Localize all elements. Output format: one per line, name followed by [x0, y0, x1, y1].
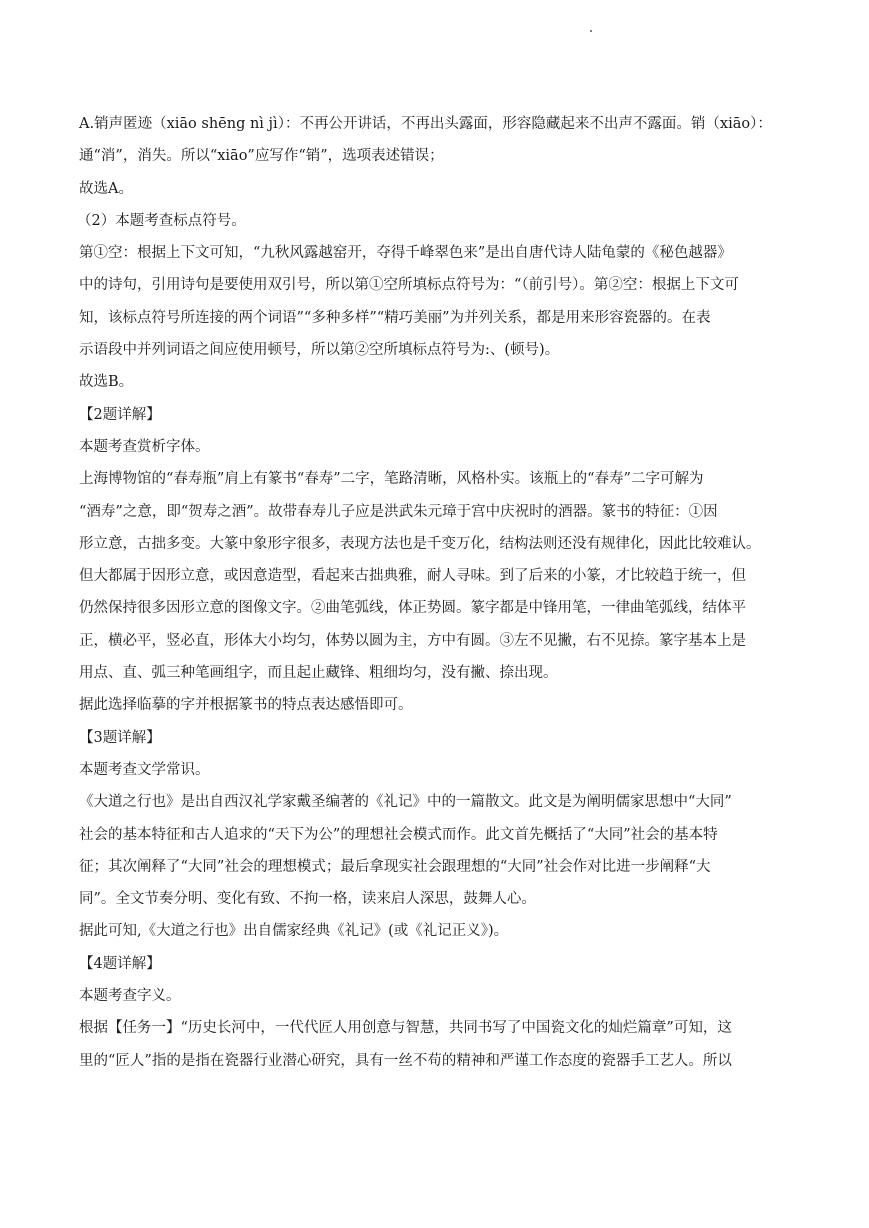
text-line: 故选A。	[79, 180, 133, 197]
section-heading: 【4题详解】	[79, 955, 161, 972]
text-line: 同”。全文节奏分明、变化有致、不拘一格，读来启人深思，鼓舞人心。	[79, 891, 536, 908]
text-line: 根据【任务一】“历史长河中，一代代匠人用创意与智慧，共同书写了中国瓷文化的灿烂篇章”可知，这	[79, 1020, 732, 1037]
text-line: “酒寿”之意，即“贺寿之酒”。故带春寿儿子应是洪武朱元璋于宫中庆祝时的酒器。篆书的特征：①因	[79, 503, 718, 520]
text-line: 本题考查文学常识。	[79, 761, 210, 778]
text-line: 据此可知,《大道之行也》出自儒家经典《礼记》(或《礼记正义》)。	[79, 923, 509, 940]
text-line: 正，横必平，竖必直，形体大小均匀，体势以圆为主，方中有圆。③左不见撇，右不见捺。篆字基本上是	[79, 632, 746, 649]
text-line: 第①空：根据上下文可知，“九秋风露越窑开，夺得千峰翠色来”是出自唐代诗人陆龟蒙的《秘色越器》	[79, 245, 732, 262]
text-line: 征；其次阐释了“大同”社会的理想模式；最后拿现实社会跟理想的“大同”社会作对比进一步阐释“大	[79, 858, 711, 875]
text-line: 本题考查字义。	[79, 988, 181, 1005]
text-line: 社会的基本特征和古人追求的“天下为公”的理想社会模式而作。此文首先概括了“大同”社会的基本特	[79, 826, 718, 843]
text-line: A.销声匿迹（xiāo shēng nì jì）：不再公开讲话，不再出头露面，形容隐藏起来不出声不露面。销（xiāo）：	[79, 116, 772, 132]
section-heading: （2）本题考查标点符号。	[77, 212, 246, 229]
text-line: 示语段中并列词语之间应使用顿号，所以第②空所填标点符号为:、(顿号)。	[79, 342, 560, 359]
text-line: 故选B。	[79, 374, 134, 391]
text-line: 通“消”，消失。所以“xiāo”应写作“销”，选项表述错误；	[79, 148, 444, 165]
text-line: 用点、直、弧三种笔画组字，而且起止藏锋、粗细均匀，没有撇、捺出现。	[79, 665, 558, 682]
document-body	[79, 108, 793, 1077]
text-line: 据此选择临摹的字并根据篆书的特点表达感悟即可。	[79, 697, 413, 714]
text-line: 本题考查赏析字体。	[79, 438, 210, 455]
section-heading: 【2题详解】	[79, 406, 161, 423]
text-line: 形立意，古拙多变。大篆中象形字很多，表现方法也是千变万化，结构法则还没有规律化，因此比较难认。	[79, 535, 761, 552]
text-line: 仍然保持很多因形立意的图像文字。②曲笔弧线，体正势圆。篆字都是中锋用笔，一律曲笔弧线，结体平	[79, 600, 746, 617]
text-line: 《大道之行也》是出自西汉礼学家戴圣编著的《礼记》中的一篇散文。此文是为阐明儒家思想中“大同”	[79, 794, 732, 811]
section-heading: 【3题详解】	[79, 729, 161, 746]
page-mark	[590, 30, 592, 32]
text-line: 知，该标点符号所连接的两个词语”“多种多样”“精巧美丽”为并列关系，都是用来形容瓷器的。在表	[79, 309, 711, 326]
text-line: 但大都属于因形立意，或因意造型，看起来古拙典雅，耐人寻味。到了后来的小篆，才比较趋于统一，但	[79, 568, 746, 585]
text-line: 中的诗句，引用诗句是要使用双引号，所以第①空所填标点符号为：“（前引号）。第②空：根据上下文可	[79, 277, 739, 294]
text-line: 里的“匠人”指的是指在瓷器行业潜心研究，具有一丝不苟的精神和严谨工作态度的瓷器手工艺人。所以	[79, 1052, 732, 1069]
text-line: 上海博物馆的“春寿瓶”肩上有篆书“春寿”二字，笔路清晰，风格朴实。该瓶上的“春寿”二字可解为	[79, 471, 704, 488]
